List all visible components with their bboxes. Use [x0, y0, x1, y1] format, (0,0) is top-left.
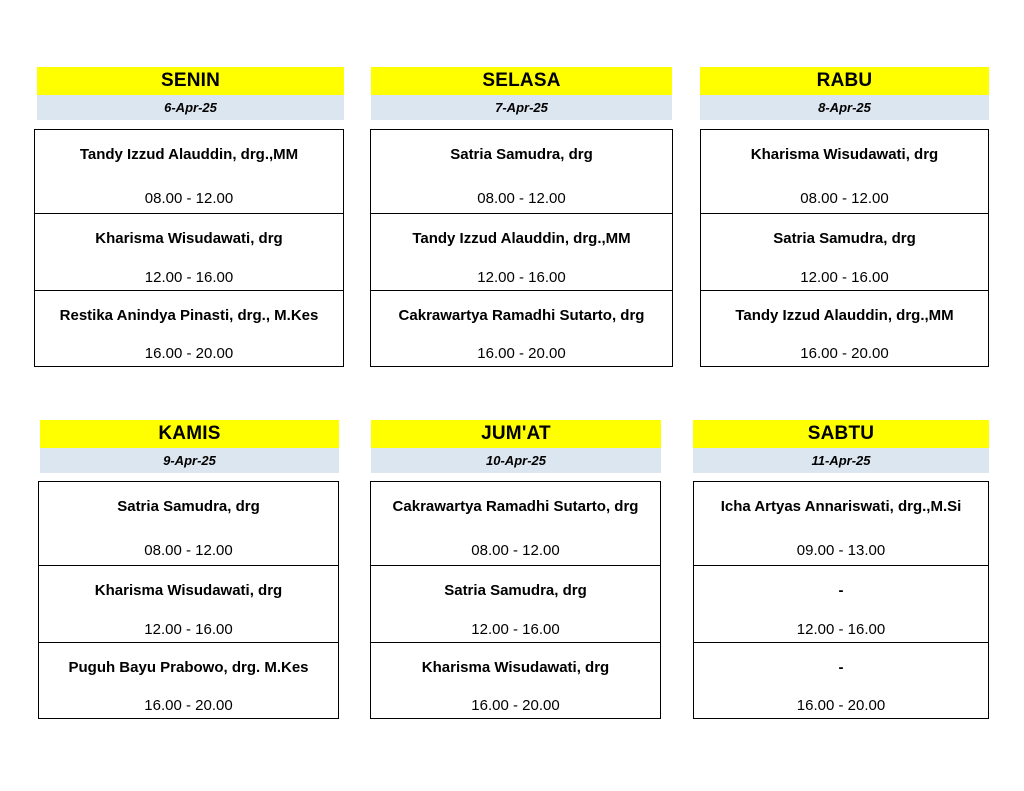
doctor-name: - — [838, 582, 844, 599]
shift-table-selasa — [370, 129, 673, 367]
shift-row — [371, 214, 672, 291]
shift-time: 08.00 - 12.00 — [800, 190, 889, 207]
shift-row — [694, 482, 988, 566]
shift-row — [371, 566, 660, 643]
day-date: 11-Apr-25 — [693, 448, 989, 473]
day-selasa — [371, 67, 672, 120]
day-senin — [37, 67, 344, 120]
doctor-name: Satria Samudra, drg — [773, 230, 916, 247]
doctor-name: Cakrawartya Ramadhi Sutarto, drg — [398, 307, 645, 324]
shift-time: 16.00 - 20.00 — [144, 697, 233, 714]
shift-row — [701, 130, 988, 214]
shift-row — [371, 130, 672, 214]
day-jumat — [371, 420, 661, 473]
day-name: SENIN — [37, 67, 344, 95]
day-rabu — [700, 67, 989, 120]
day-sabtu — [693, 420, 989, 473]
doctor-name: Kharisma Wisudawati, drg — [421, 659, 610, 676]
doctor-name: Restika Anindya Pinasti, drg., M.Kes — [59, 307, 319, 324]
day-name: SABTU — [693, 420, 989, 448]
shift-time: 09.00 - 13.00 — [796, 542, 886, 559]
doctor-name: Kharisma Wisudawati, drg — [94, 582, 283, 599]
shift-table-senin — [34, 129, 344, 367]
shift-time: 08.00 - 12.00 — [471, 542, 560, 559]
doctor-name: Tandy Izzud Alauddin, drg.,MM — [735, 307, 954, 324]
shift-row — [35, 130, 343, 214]
doctor-name: Tandy Izzud Alauddin, drg.,MM — [412, 230, 631, 247]
doctor-name: Kharisma Wisudawati, drg — [750, 146, 939, 163]
shift-time: 08.00 - 12.00 — [144, 542, 233, 559]
doctor-name: Satria Samudra, drg — [444, 582, 587, 599]
shift-row — [694, 566, 988, 643]
shift-row — [39, 643, 338, 718]
shift-row — [371, 643, 660, 718]
shift-row — [701, 214, 988, 291]
shift-time: 16.00 - 20.00 — [800, 345, 889, 362]
day-date: 8-Apr-25 — [700, 95, 989, 120]
shift-table-rabu — [700, 129, 989, 367]
day-kamis — [40, 420, 339, 473]
doctor-name: Tandy Izzud Alauddin, drg.,MM — [79, 146, 299, 163]
shift-time: 12.00 - 16.00 — [477, 269, 566, 286]
day-date: 9-Apr-25 — [40, 448, 339, 473]
doctor-name: Icha Artyas Annariswati, drg.,M.Si — [720, 498, 962, 515]
shift-time: 12.00 - 16.00 — [471, 621, 560, 638]
shift-row — [701, 291, 988, 366]
day-date: 10-Apr-25 — [371, 448, 661, 473]
shift-time: 08.00 - 12.00 — [477, 190, 566, 207]
day-name: SELASA — [371, 67, 672, 95]
shift-time: 12.00 - 16.00 — [800, 269, 889, 286]
doctor-name: Puguh Bayu Prabowo, drg. M.Kes — [68, 659, 309, 676]
day-date: 6-Apr-25 — [37, 95, 344, 120]
shift-time: 16.00 - 20.00 — [471, 697, 560, 714]
shift-time: 12.00 - 16.00 — [796, 621, 886, 638]
shift-table-jumat — [370, 481, 661, 719]
shift-time: 16.00 - 20.00 — [144, 345, 234, 362]
doctor-name: Satria Samudra, drg — [117, 498, 260, 515]
shift-row — [694, 643, 988, 718]
shift-row — [371, 291, 672, 366]
day-name: RABU — [700, 67, 989, 95]
shift-time: 16.00 - 20.00 — [796, 697, 886, 714]
shift-time: 08.00 - 12.00 — [144, 190, 234, 207]
doctor-name: Kharisma Wisudawati, drg — [95, 230, 283, 247]
shift-row — [35, 291, 343, 366]
shift-row — [371, 482, 660, 566]
day-date: 7-Apr-25 — [371, 95, 672, 120]
shift-row — [39, 482, 338, 566]
day-name: KAMIS — [40, 420, 339, 448]
doctor-name: - — [838, 659, 844, 676]
shift-table-kamis — [38, 481, 339, 719]
doctor-name: Cakrawartya Ramadhi Sutarto, drg — [392, 498, 639, 515]
shift-time: 12.00 - 16.00 — [144, 621, 233, 638]
shift-time: 12.00 - 16.00 — [144, 269, 234, 286]
day-name: JUM'AT — [371, 420, 661, 448]
shift-row — [39, 566, 338, 643]
shift-time: 16.00 - 20.00 — [477, 345, 566, 362]
shift-row — [35, 214, 343, 291]
doctor-name: Satria Samudra, drg — [450, 146, 593, 163]
shift-table-sabtu — [693, 481, 989, 719]
